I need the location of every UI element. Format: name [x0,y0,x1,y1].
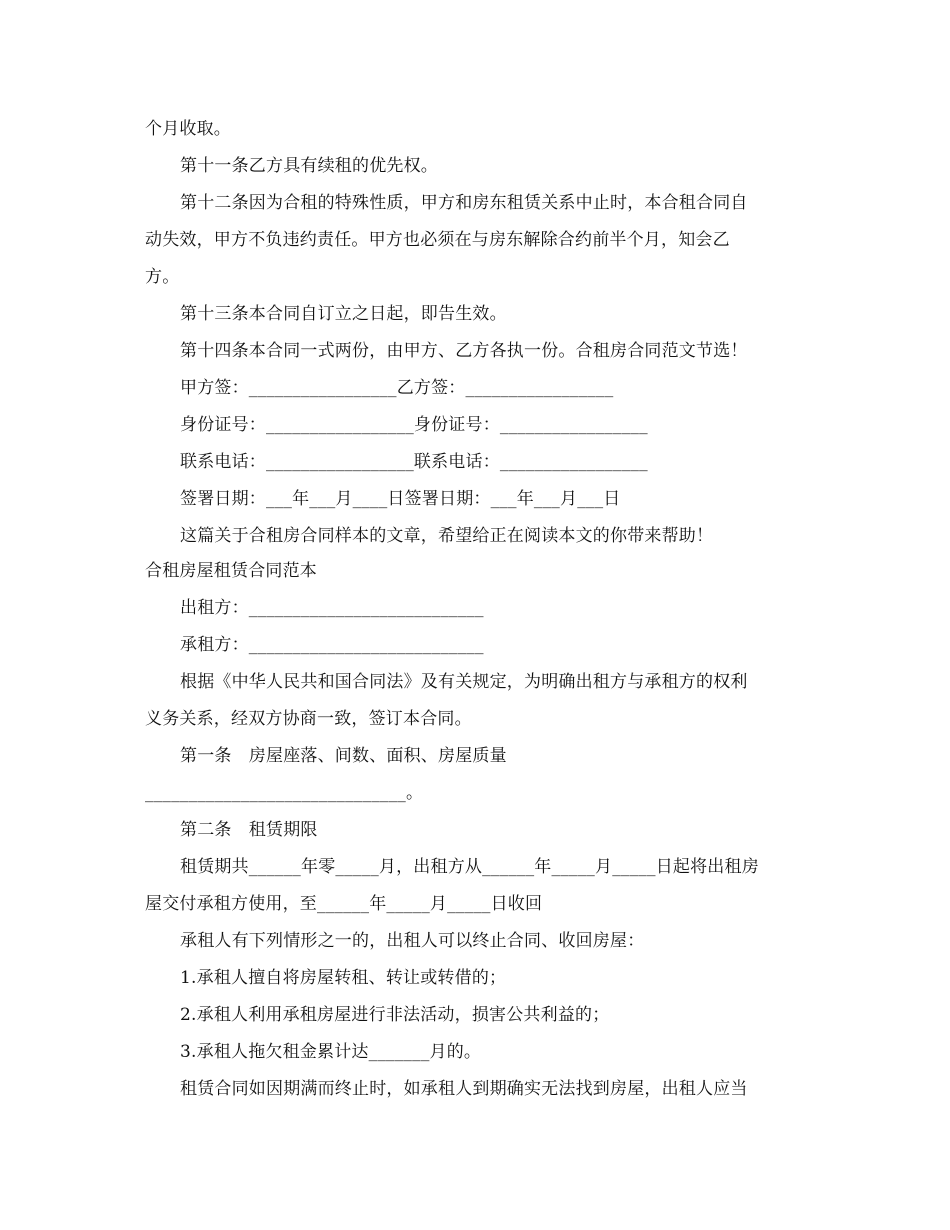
article-12-line-2: 动失效，甲方不负违约责任。甲方也必须在与房东解除合约前半个月，知会乙 [145,230,730,250]
phone-line: 联系电话：_________________联系电话：_________________ [180,452,648,472]
article-1-heading: 第一条 房屋座落、间数、面积、房屋质量 [180,746,507,766]
lease-term-line-2: 屋交付承租方使用，至______年_____月_____日收回 [145,894,543,914]
termination-item-2: 2.承租人利用承租房屋进行非法活动，损害公共利益的； [180,1005,610,1025]
signature-line: 甲方签：_________________乙方签：_________________ [180,378,614,398]
id-number-line: 身份证号：_________________身份证号：_________________ [180,415,648,435]
article-13: 第十三条本合同自订立之日起，即告生效。 [180,304,507,324]
lessee-line: 承租方：___________________________ [180,635,484,655]
article-14: 第十四条本合同一式两份，由甲方、乙方各执一份。合租房合同范文节选！ [180,341,748,361]
termination-item-1: 1.承租人擅自将房屋转租、转让或转借的； [180,968,507,988]
preamble-line-1: 根据《中华人民共和国合同法》及有关规定，为明确出租方与承租方的权利 [180,672,748,692]
sign-date-line: 签署日期：___年___月____日签署日期：___年___月___日 [180,489,621,509]
termination-intro: 承租人有下列情形之一的，出租人可以终止合同、收回房屋： [180,931,645,951]
article-12-line-3: 方。 [145,267,180,287]
closing-remark: 这篇关于合租房合同样本的文章，希望给正在阅读本文的你带来帮助！ [180,526,714,546]
expiry-clause: 租赁合同如因期满而终止时，如承租人到期确实无法找到房屋，出租人应当 [180,1079,748,1099]
article-12-line-1: 第十二条因为合租的特殊性质，甲方和房东租赁关系中止时，本合租合同自 [180,193,748,213]
article-11: 第十一条乙方具有续租的优先权。 [180,156,438,176]
preamble-line-2: 义务关系，经双方协商一致，签订本合同。 [145,709,472,729]
article-1-blank: ______________________________。 [145,783,424,803]
article-2-heading: 第二条 租赁期限 [180,820,318,840]
section-title: 合租房屋租赁合同范本 [145,561,317,581]
termination-item-3: 3.承租人拖欠租金累计达_______月的。 [180,1042,482,1062]
lessor-line: 出租方：___________________________ [180,598,484,618]
text-line-1: 个月收取。 [145,119,231,139]
lease-term-line-1: 租赁期共______年零_____月，出租方从______年_____月_____日起将出租房 [180,857,759,877]
